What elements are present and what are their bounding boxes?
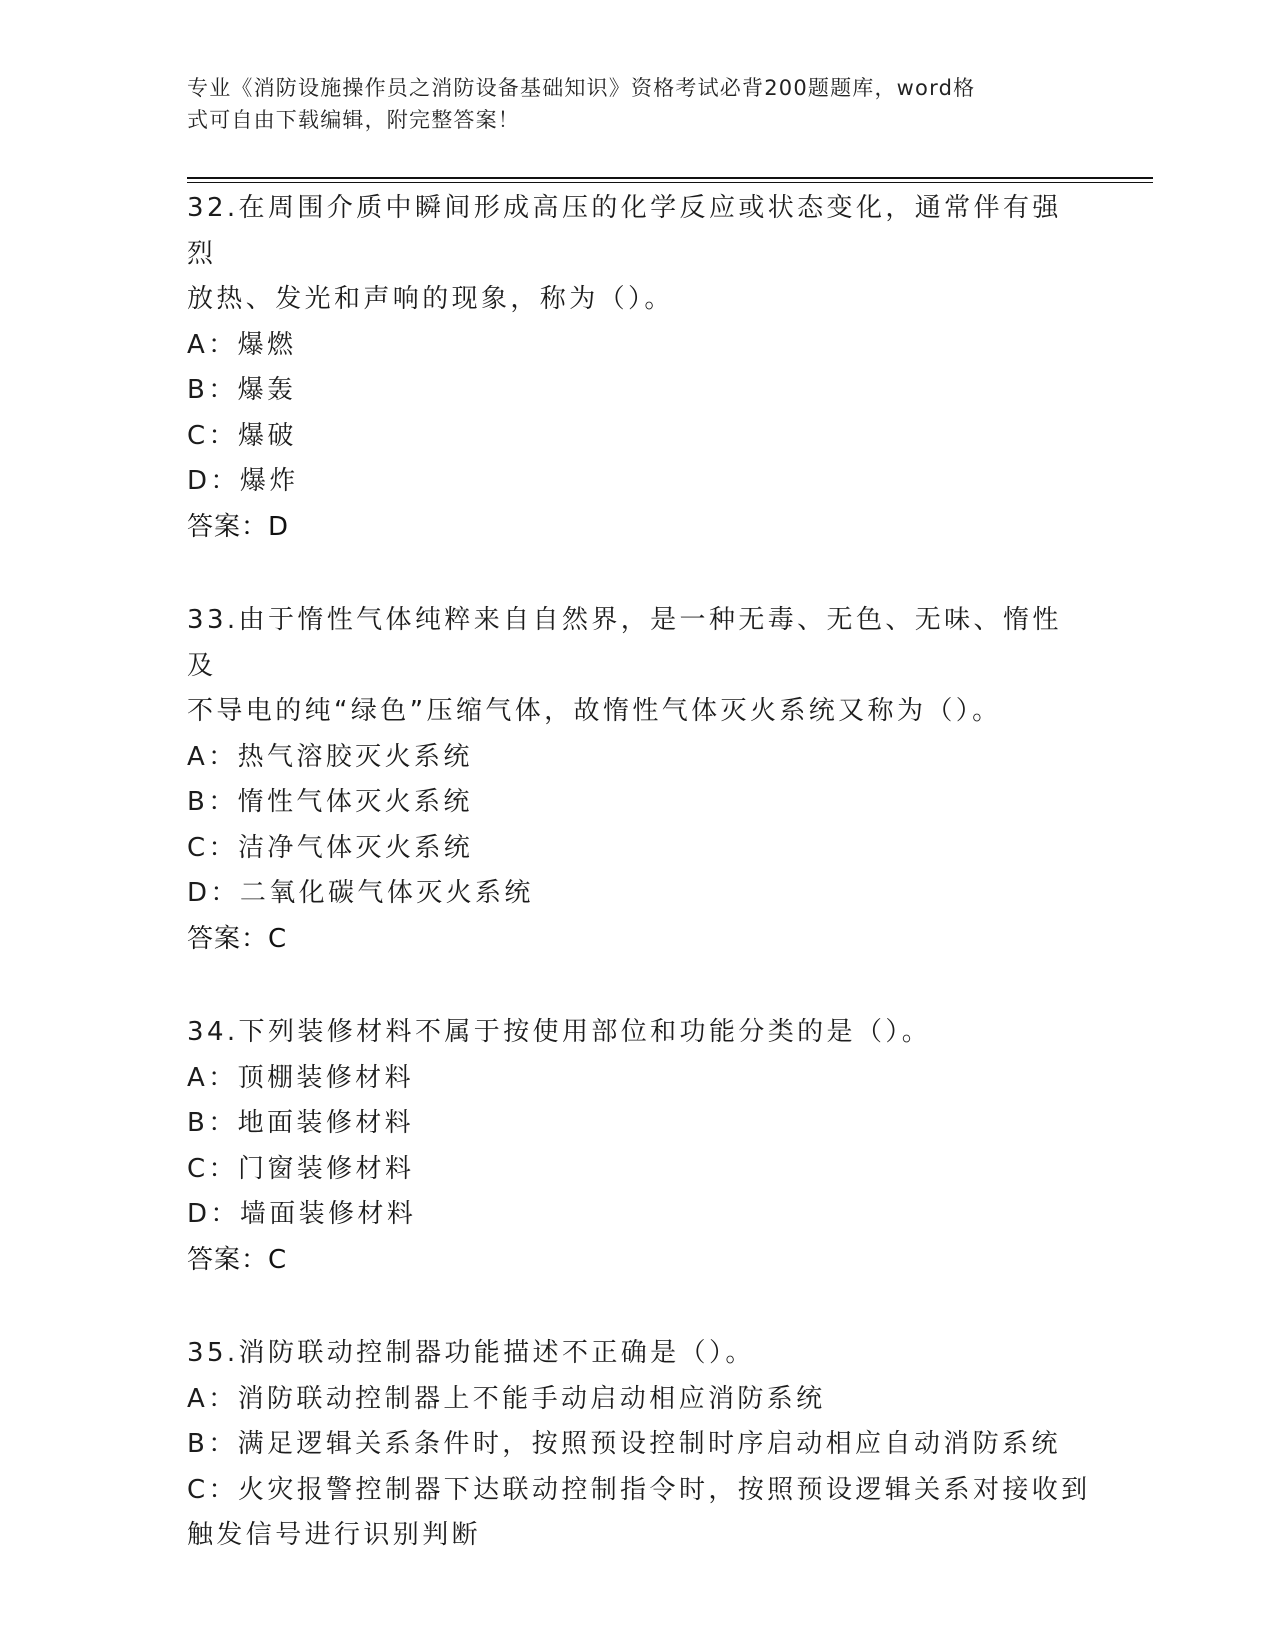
option-c: C：洁净气体灭火系统	[187, 832, 474, 863]
question-32	[187, 186, 1087, 550]
header-line-1: 专业《消防设施操作员之消防设备基础知识》资格考试必背200题题库，word格	[187, 76, 976, 100]
question-stem-continued: 放热、发光和声响的现象，称为（）。	[187, 284, 674, 314]
option-b: B：满足逻辑关系条件时，按照预设控制时序启动相应自动消防系统	[187, 1429, 1061, 1459]
question-list	[187, 186, 1091, 1607]
option-d: D：二氧化碳气体灭火系统	[187, 878, 534, 908]
question-stem: 32.在周围介质中瞬间形成高压的化学反应或状态变化，通常伴有强烈	[187, 193, 1062, 269]
option-c-continued: 触发信号进行识别判断	[187, 1520, 482, 1550]
option-b: B：惰性气体灭火系统	[187, 787, 473, 817]
page-header	[187, 72, 1067, 136]
option-c: C：火灾报警控制器下达联动控制指令时，按照预设逻辑关系对接收到	[187, 1474, 1091, 1505]
question-stem-continued: 不导电的纯“绿色”压缩气体，故惰性气体灭火系统又称为（）。	[187, 696, 1002, 726]
answer-label: 答案：C	[187, 923, 288, 954]
option-c: C：门窗装修材料	[187, 1153, 415, 1184]
question-stem: 33.由于惰性气体纯粹来自自然界，是一种无毒、无色、无味、惰性及	[187, 605, 1062, 681]
header-divider-thick	[187, 177, 1153, 179]
question-stem: 35.消防联动控制器功能描述不正确是（）。	[187, 1338, 755, 1368]
option-b: B：地面装修材料	[187, 1108, 415, 1138]
option-a: A：爆燃	[187, 329, 297, 360]
option-a: A：顶棚装修材料	[187, 1062, 414, 1093]
question-35	[187, 1331, 1091, 1559]
option-a: A：消防联动控制器上不能手动启动相应消防系统	[187, 1383, 826, 1414]
question-34	[187, 1010, 1087, 1283]
answer-label: 答案：D	[187, 511, 290, 542]
option-d: D：墙面装修材料	[187, 1199, 417, 1229]
option-d: D：爆炸	[187, 466, 299, 496]
answer-label: 答案：C	[187, 1244, 288, 1275]
header-divider-thin	[187, 182, 1153, 183]
option-c: C：爆破	[187, 420, 297, 451]
option-a: A：热气溶胶灭火系统	[187, 741, 473, 772]
header-line-2: 式可自由下载编辑，附完整答案！	[187, 108, 520, 132]
option-b: B：爆轰	[187, 375, 297, 405]
question-stem: 34.下列装修材料不属于按使用部位和功能分类的是（）。	[187, 1017, 932, 1047]
question-33	[187, 598, 1087, 962]
